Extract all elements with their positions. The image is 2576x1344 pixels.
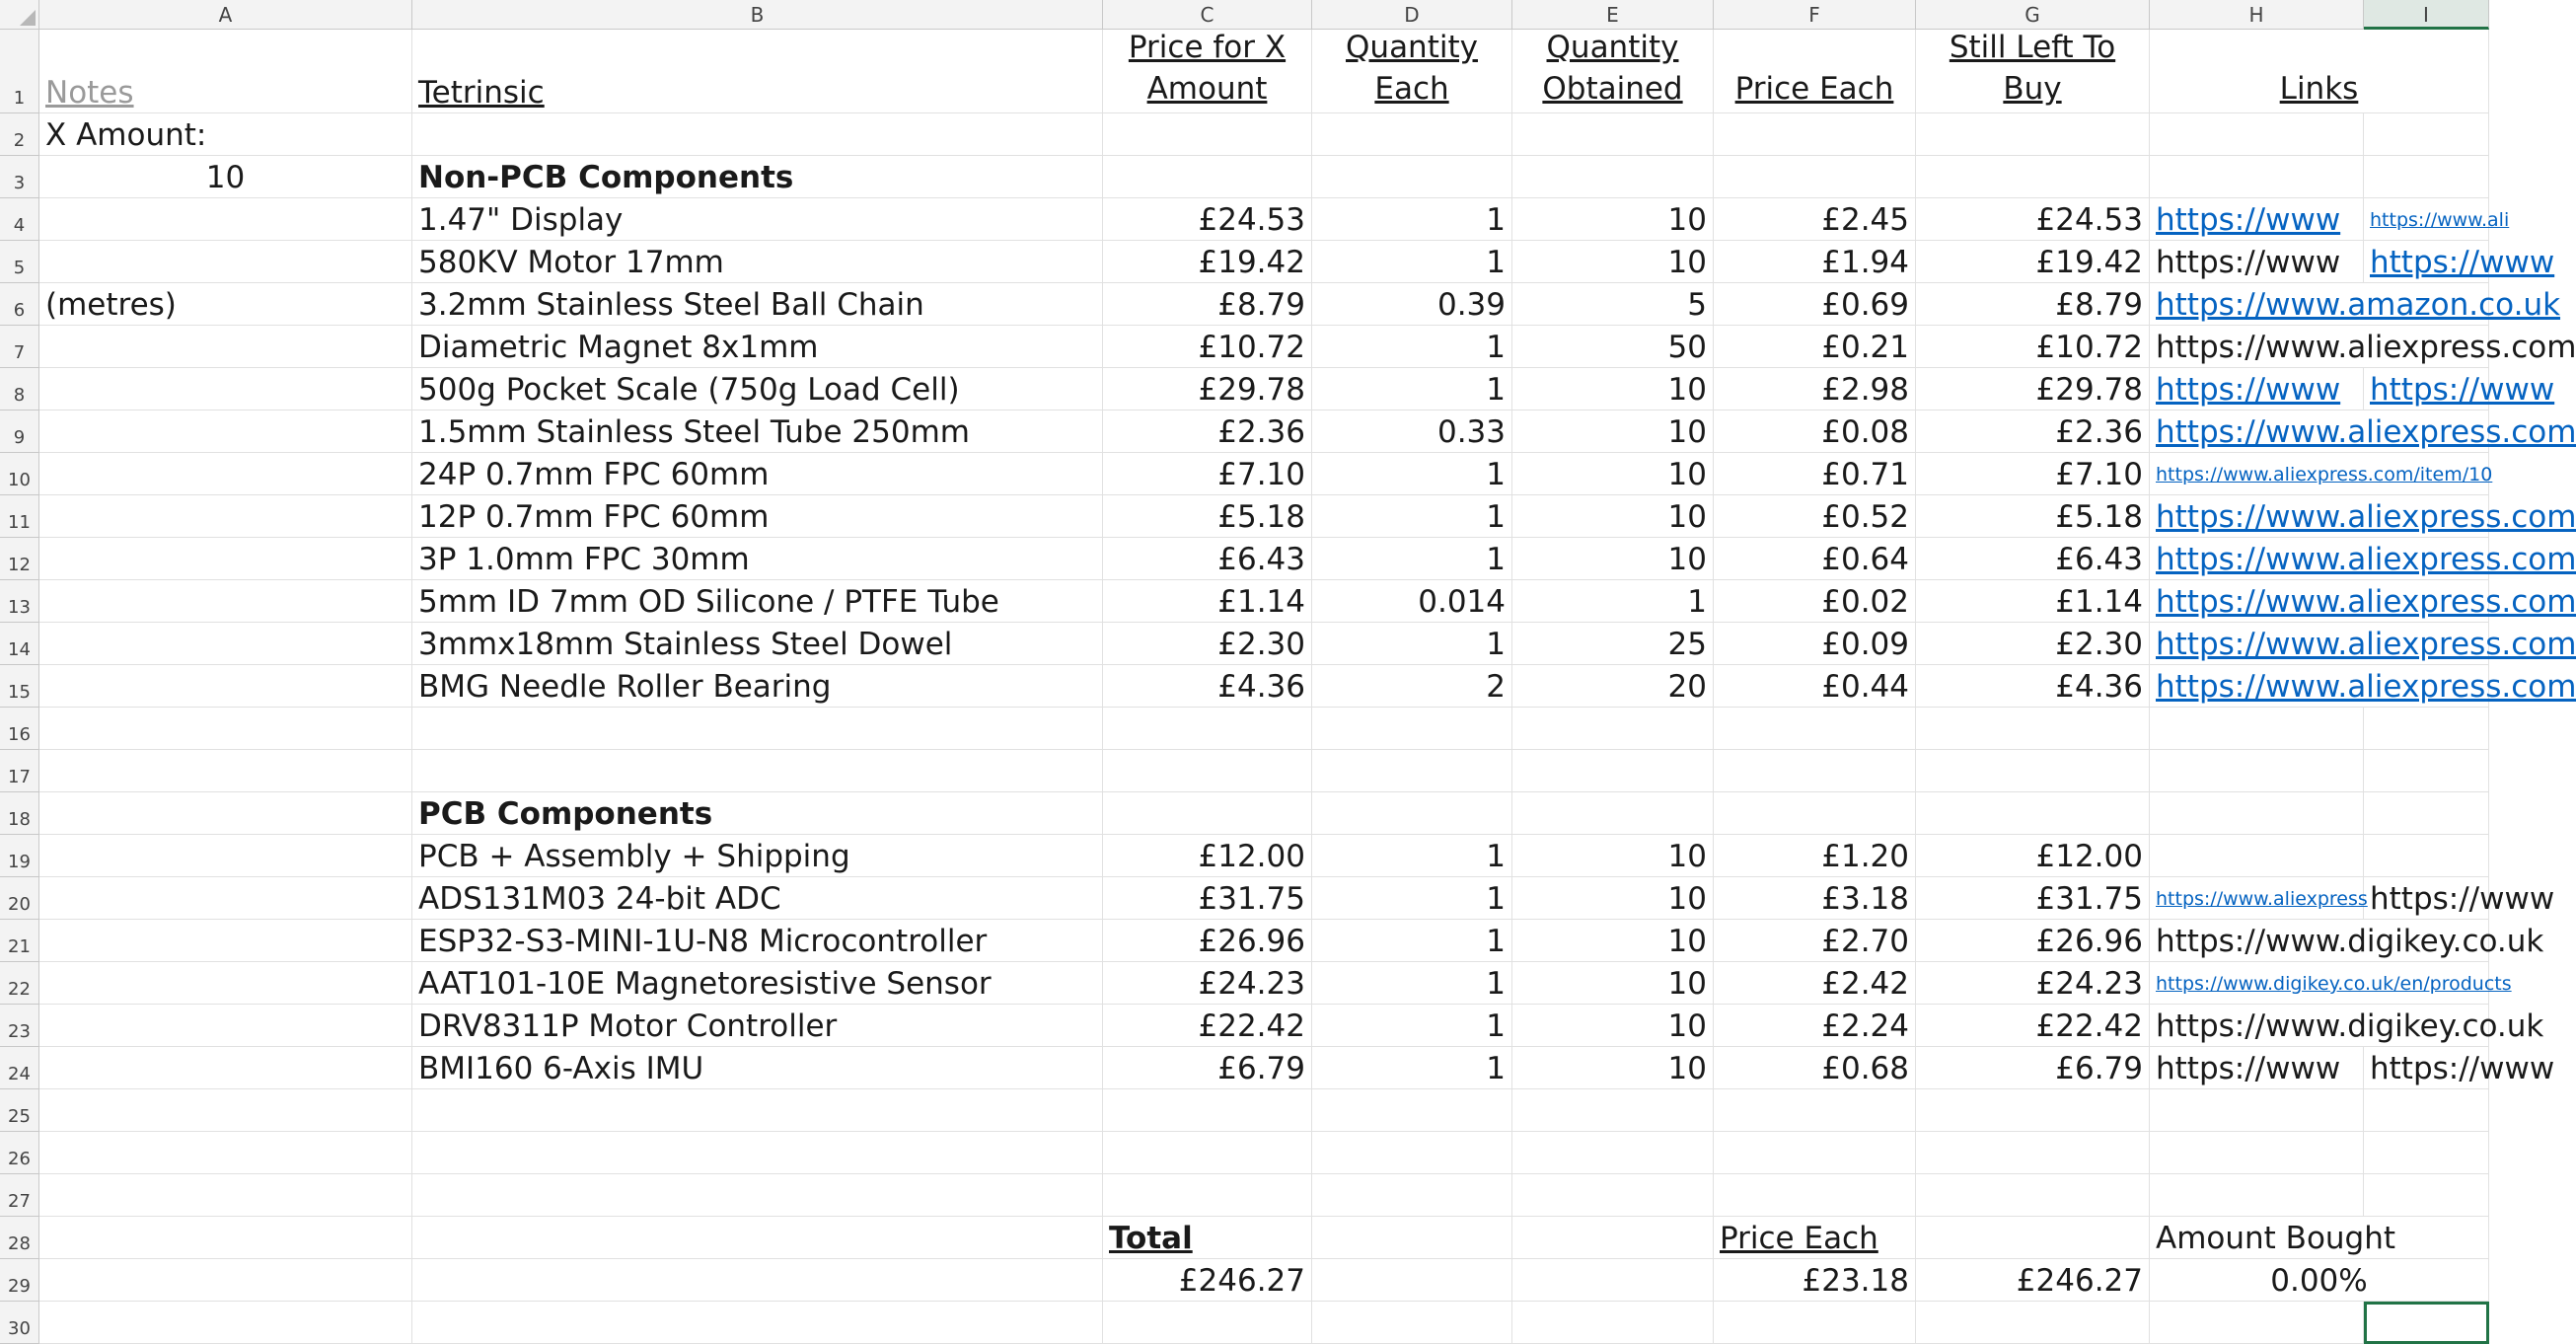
- item-qty-each[interactable]: 1: [1312, 1005, 1512, 1047]
- item-link[interactable]: https://www.amazon.co.uk: [2150, 283, 2489, 326]
- item-name[interactable]: 3mmx18mm Stainless Steel Dowel: [412, 623, 1103, 665]
- cell-a10[interactable]: [39, 453, 412, 495]
- cell-i19[interactable]: [2364, 835, 2489, 877]
- cell-d17[interactable]: [1312, 750, 1512, 792]
- item-qty-obtained[interactable]: 50: [1512, 326, 1714, 368]
- cell-c26[interactable]: [1103, 1132, 1312, 1174]
- item-price[interactable]: £2.36: [1103, 411, 1312, 453]
- item-link[interactable]: https://www: [2150, 241, 2364, 283]
- cell-b27[interactable]: [412, 1174, 1103, 1217]
- item-link[interactable]: https://www.aliexpress.com: [2150, 665, 2489, 708]
- item-price-each[interactable]: £0.68: [1714, 1047, 1916, 1089]
- total-label[interactable]: Total: [1103, 1217, 1312, 1259]
- item-name[interactable]: 580KV Motor 17mm: [412, 241, 1103, 283]
- cell-b2[interactable]: [412, 113, 1103, 156]
- item-qty-each[interactable]: 1: [1312, 198, 1512, 241]
- item-qty-obtained[interactable]: 10: [1512, 877, 1714, 920]
- item-qty-obtained[interactable]: 10: [1512, 241, 1714, 283]
- item-qty-each[interactable]: 0.014: [1312, 580, 1512, 623]
- item-price-each[interactable]: £0.52: [1714, 495, 1916, 538]
- cell-e27[interactable]: [1512, 1174, 1714, 1217]
- cell-c18[interactable]: [1103, 792, 1312, 835]
- item-price-each[interactable]: £0.64: [1714, 538, 1916, 580]
- item-link-extra[interactable]: https://www.ali: [2364, 198, 2489, 241]
- item-name[interactable]: 3.2mm Stainless Steel Ball Chain: [412, 283, 1103, 326]
- cell-d27[interactable]: [1312, 1174, 1512, 1217]
- header-still-left[interactable]: Still Left To Buy: [1916, 30, 2150, 113]
- cell-g16[interactable]: [1916, 708, 2150, 750]
- item-still-left[interactable]: £12.00: [1916, 835, 2150, 877]
- cell-a28[interactable]: [39, 1217, 412, 1259]
- item-name[interactable]: 3P 1.0mm FPC 30mm: [412, 538, 1103, 580]
- header-price-for-x[interactable]: Price for X Amount: [1103, 30, 1312, 113]
- item-qty-obtained[interactable]: 20: [1512, 665, 1714, 708]
- cell-d2[interactable]: [1312, 113, 1512, 156]
- item-still-left[interactable]: £24.23: [1916, 962, 2150, 1005]
- amount-bought-value[interactable]: 0.00%: [2150, 1259, 2489, 1302]
- item-link[interactable]: https://www.digikey.co.uk: [2150, 1005, 2489, 1047]
- item-still-left[interactable]: £29.78: [1916, 368, 2150, 411]
- item-price-each[interactable]: £1.20: [1714, 835, 1916, 877]
- header-quantity-each[interactable]: Quantity Each: [1312, 30, 1512, 113]
- cell-a16[interactable]: [39, 708, 412, 750]
- cell-h18[interactable]: [2150, 792, 2364, 835]
- item-link-extra[interactable]: https://www: [2364, 877, 2489, 920]
- cell-f3[interactable]: [1714, 156, 1916, 198]
- item-price[interactable]: £1.14: [1103, 580, 1312, 623]
- cell-g25[interactable]: [1916, 1089, 2150, 1132]
- item-price[interactable]: £8.79: [1103, 283, 1312, 326]
- cell-a9[interactable]: [39, 411, 412, 453]
- row-header-28[interactable]: 28: [0, 1217, 39, 1259]
- item-qty-each[interactable]: 1: [1312, 920, 1512, 962]
- row-header-15[interactable]: 15: [0, 665, 39, 708]
- cell-e16[interactable]: [1512, 708, 1714, 750]
- row-header-27[interactable]: 27: [0, 1174, 39, 1217]
- cell-a15[interactable]: [39, 665, 412, 708]
- item-qty-each[interactable]: 2: [1312, 665, 1512, 708]
- cell-i16[interactable]: [2364, 708, 2489, 750]
- column-header-f[interactable]: F: [1714, 0, 1916, 30]
- row-header-1[interactable]: 1: [0, 30, 39, 113]
- cell-i2[interactable]: [2364, 113, 2489, 156]
- item-qty-obtained[interactable]: 10: [1512, 538, 1714, 580]
- item-qty-obtained[interactable]: 10: [1512, 198, 1714, 241]
- cell-h26[interactable]: [2150, 1132, 2364, 1174]
- item-name[interactable]: AAT101-10E Magnetoresistive Sensor: [412, 962, 1103, 1005]
- item-still-left[interactable]: £6.79: [1916, 1047, 2150, 1089]
- item-link[interactable]: https://www.aliexpress.com/item/10: [2150, 453, 2489, 495]
- item-price[interactable]: £4.36: [1103, 665, 1312, 708]
- cell-h19[interactable]: [2150, 835, 2364, 877]
- item-price[interactable]: £10.72: [1103, 326, 1312, 368]
- select-all-corner[interactable]: [0, 0, 39, 30]
- row-header-16[interactable]: 16: [0, 708, 39, 750]
- item-price[interactable]: £6.79: [1103, 1047, 1312, 1089]
- cell-i3[interactable]: [2364, 156, 2489, 198]
- item-qty-obtained[interactable]: 10: [1512, 368, 1714, 411]
- item-qty-obtained[interactable]: 10: [1512, 1047, 1714, 1089]
- item-still-left[interactable]: £5.18: [1916, 495, 2150, 538]
- cell-h17[interactable]: [2150, 750, 2364, 792]
- item-qty-each[interactable]: 1: [1312, 835, 1512, 877]
- item-qty-each[interactable]: 1: [1312, 623, 1512, 665]
- total-value[interactable]: £246.27: [1103, 1259, 1312, 1302]
- item-link[interactable]: https://www: [2150, 368, 2364, 411]
- section-pcb[interactable]: PCB Components: [412, 792, 1103, 835]
- cell-a12[interactable]: [39, 538, 412, 580]
- row-header-13[interactable]: 13: [0, 580, 39, 623]
- row-header-19[interactable]: 19: [0, 835, 39, 877]
- item-qty-each[interactable]: 0.39: [1312, 283, 1512, 326]
- cell-f16[interactable]: [1714, 708, 1916, 750]
- item-name[interactable]: 12P 0.7mm FPC 60mm: [412, 495, 1103, 538]
- item-still-left[interactable]: £2.36: [1916, 411, 2150, 453]
- cell-f2[interactable]: [1714, 113, 1916, 156]
- item-price[interactable]: £24.23: [1103, 962, 1312, 1005]
- cell-a20[interactable]: [39, 877, 412, 920]
- cell-b17[interactable]: [412, 750, 1103, 792]
- cell-g17[interactable]: [1916, 750, 2150, 792]
- row-header-2[interactable]: 2: [0, 113, 39, 156]
- cell-a24[interactable]: [39, 1047, 412, 1089]
- cell-e3[interactable]: [1512, 156, 1714, 198]
- item-qty-each[interactable]: 1: [1312, 368, 1512, 411]
- item-price[interactable]: £19.42: [1103, 241, 1312, 283]
- cell-f25[interactable]: [1714, 1089, 1916, 1132]
- x-amount-label[interactable]: X Amount:: [39, 113, 412, 156]
- cell-c27[interactable]: [1103, 1174, 1312, 1217]
- row-header-24[interactable]: 24: [0, 1047, 39, 1089]
- cell-a29[interactable]: [39, 1259, 412, 1302]
- item-link[interactable]: https://www.digikey.co.uk: [2150, 920, 2489, 962]
- column-header-a[interactable]: A: [39, 0, 412, 30]
- item-name[interactable]: 5mm ID 7mm OD Silicone / PTFE Tube: [412, 580, 1103, 623]
- item-price[interactable]: £6.43: [1103, 538, 1312, 580]
- column-header-h[interactable]: H: [2150, 0, 2364, 30]
- cell-d3[interactable]: [1312, 156, 1512, 198]
- cell-g2[interactable]: [1916, 113, 2150, 156]
- item-price[interactable]: £24.53: [1103, 198, 1312, 241]
- cell-g30[interactable]: [1916, 1302, 2150, 1344]
- cell-h27[interactable]: [2150, 1174, 2364, 1217]
- total-price-each-value[interactable]: £23.18: [1714, 1259, 1916, 1302]
- cell-f30[interactable]: [1714, 1302, 1916, 1344]
- row-header-9[interactable]: 9: [0, 411, 39, 453]
- cell-g27[interactable]: [1916, 1174, 2150, 1217]
- cell-a22[interactable]: [39, 962, 412, 1005]
- item-price-each[interactable]: £1.94: [1714, 241, 1916, 283]
- cell-b30[interactable]: [412, 1302, 1103, 1344]
- cell-a11[interactable]: [39, 495, 412, 538]
- cell-e2[interactable]: [1512, 113, 1714, 156]
- cell-h3[interactable]: [2150, 156, 2364, 198]
- cell-d28[interactable]: [1312, 1217, 1512, 1259]
- item-still-left[interactable]: £22.42: [1916, 1005, 2150, 1047]
- item-name[interactable]: 1.5mm Stainless Steel Tube 250mm: [412, 411, 1103, 453]
- column-header-e[interactable]: E: [1512, 0, 1714, 30]
- item-name[interactable]: DRV8311P Motor Controller: [412, 1005, 1103, 1047]
- item-still-left[interactable]: £2.30: [1916, 623, 2150, 665]
- row-header-29[interactable]: 29: [0, 1259, 39, 1302]
- cell-d29[interactable]: [1312, 1259, 1512, 1302]
- cell-a27[interactable]: [39, 1174, 412, 1217]
- item-name[interactable]: 24P 0.7mm FPC 60mm: [412, 453, 1103, 495]
- item-qty-each[interactable]: 1: [1312, 538, 1512, 580]
- cell-f26[interactable]: [1714, 1132, 1916, 1174]
- cell-a18[interactable]: [39, 792, 412, 835]
- item-still-left[interactable]: £31.75: [1916, 877, 2150, 920]
- item-price[interactable]: £7.10: [1103, 453, 1312, 495]
- item-name[interactable]: BMG Needle Roller Bearing: [412, 665, 1103, 708]
- notes-header[interactable]: Notes: [39, 30, 412, 113]
- cell-a26[interactable]: [39, 1132, 412, 1174]
- item-link[interactable]: https://www.aliexpress.com: [2150, 538, 2489, 580]
- row-header-3[interactable]: 3: [0, 156, 39, 198]
- cell-h16[interactable]: [2150, 708, 2364, 750]
- cell-g3[interactable]: [1916, 156, 2150, 198]
- item-price-each[interactable]: £0.71: [1714, 453, 1916, 495]
- row-header-17[interactable]: 17: [0, 750, 39, 792]
- cell-a17[interactable]: [39, 750, 412, 792]
- metres-note[interactable]: (metres): [39, 283, 412, 326]
- item-still-left[interactable]: £6.43: [1916, 538, 2150, 580]
- cell-a25[interactable]: [39, 1089, 412, 1132]
- cell-e30[interactable]: [1512, 1302, 1714, 1344]
- cell-g26[interactable]: [1916, 1132, 2150, 1174]
- item-price[interactable]: £5.18: [1103, 495, 1312, 538]
- item-link-extra[interactable]: https://www: [2364, 1047, 2489, 1089]
- item-price-each[interactable]: £0.02: [1714, 580, 1916, 623]
- cell-i26[interactable]: [2364, 1132, 2489, 1174]
- column-header-c[interactable]: C: [1103, 0, 1312, 30]
- header-quantity-obtained[interactable]: Quantity Obtained: [1512, 30, 1714, 113]
- item-price[interactable]: £12.00: [1103, 835, 1312, 877]
- cell-a7[interactable]: [39, 326, 412, 368]
- row-header-5[interactable]: 5: [0, 241, 39, 283]
- cell-a8[interactable]: [39, 368, 412, 411]
- item-price-each[interactable]: £2.98: [1714, 368, 1916, 411]
- item-qty-obtained[interactable]: 25: [1512, 623, 1714, 665]
- item-name[interactable]: ADS131M03 24-bit ADC: [412, 877, 1103, 920]
- row-header-25[interactable]: 25: [0, 1089, 39, 1132]
- item-price-each[interactable]: £0.44: [1714, 665, 1916, 708]
- row-header-11[interactable]: 11: [0, 495, 39, 538]
- header-links[interactable]: Links: [2150, 30, 2489, 113]
- cell-a5[interactable]: [39, 241, 412, 283]
- item-qty-obtained[interactable]: 10: [1512, 962, 1714, 1005]
- cell-e26[interactable]: [1512, 1132, 1714, 1174]
- cell-a23[interactable]: [39, 1005, 412, 1047]
- item-price-each[interactable]: £0.08: [1714, 411, 1916, 453]
- row-header-21[interactable]: 21: [0, 920, 39, 962]
- row-header-30[interactable]: 30: [0, 1302, 39, 1344]
- amount-bought-label[interactable]: Amount Bought: [2150, 1217, 2489, 1259]
- cell-c2[interactable]: [1103, 113, 1312, 156]
- item-price[interactable]: £22.42: [1103, 1005, 1312, 1047]
- x-amount-value[interactable]: 10: [39, 156, 412, 198]
- item-qty-each[interactable]: 1: [1312, 241, 1512, 283]
- cell-f18[interactable]: [1714, 792, 1916, 835]
- cell-d18[interactable]: [1312, 792, 1512, 835]
- row-header-18[interactable]: 18: [0, 792, 39, 835]
- column-header-d[interactable]: D: [1312, 0, 1512, 30]
- cell-e29[interactable]: [1512, 1259, 1714, 1302]
- cell-c17[interactable]: [1103, 750, 1312, 792]
- item-link[interactable]: https://www.aliexpress.com: [2150, 495, 2489, 538]
- cell-c25[interactable]: [1103, 1089, 1312, 1132]
- item-qty-obtained[interactable]: 10: [1512, 495, 1714, 538]
- item-price[interactable]: £26.96: [1103, 920, 1312, 962]
- cell-d25[interactable]: [1312, 1089, 1512, 1132]
- item-price-each[interactable]: £3.18: [1714, 877, 1916, 920]
- cell-a21[interactable]: [39, 920, 412, 962]
- item-link[interactable]: https://www: [2150, 1047, 2364, 1089]
- total-left-value[interactable]: £246.27: [1916, 1259, 2150, 1302]
- cell-i17[interactable]: [2364, 750, 2489, 792]
- cell-i25[interactable]: [2364, 1089, 2489, 1132]
- total-price-each-label[interactable]: Price Each: [1714, 1217, 1916, 1259]
- item-still-left[interactable]: £1.14: [1916, 580, 2150, 623]
- item-name[interactable]: BMI160 6-Axis IMU: [412, 1047, 1103, 1089]
- row-header-7[interactable]: 7: [0, 326, 39, 368]
- cell-i27[interactable]: [2364, 1174, 2489, 1217]
- item-link[interactable]: https://www.aliexpress.com: [2150, 580, 2489, 623]
- cell-c3[interactable]: [1103, 156, 1312, 198]
- cell-c30[interactable]: [1103, 1302, 1312, 1344]
- column-header-i[interactable]: I: [2364, 0, 2489, 30]
- cell-b29[interactable]: [412, 1259, 1103, 1302]
- row-header-6[interactable]: 6: [0, 283, 39, 326]
- item-link-extra[interactable]: https://www: [2364, 241, 2489, 283]
- cell-h25[interactable]: [2150, 1089, 2364, 1132]
- cell-h30[interactable]: [2150, 1302, 2364, 1344]
- cell-h2[interactable]: [2150, 113, 2364, 156]
- item-name[interactable]: ESP32-S3-MINI-1U-N8 Microcontroller: [412, 920, 1103, 962]
- row-header-14[interactable]: 14: [0, 623, 39, 665]
- item-qty-each[interactable]: 1: [1312, 1047, 1512, 1089]
- row-header-4[interactable]: 4: [0, 198, 39, 241]
- row-header-8[interactable]: 8: [0, 368, 39, 411]
- item-price[interactable]: £31.75: [1103, 877, 1312, 920]
- cell-d26[interactable]: [1312, 1132, 1512, 1174]
- item-qty-each[interactable]: 1: [1312, 326, 1512, 368]
- item-name[interactable]: Diametric Magnet 8x1mm: [412, 326, 1103, 368]
- cell-a14[interactable]: [39, 623, 412, 665]
- cell-i30[interactable]: [2364, 1302, 2489, 1344]
- cell-f27[interactable]: [1714, 1174, 1916, 1217]
- cell-f17[interactable]: [1714, 750, 1916, 792]
- item-still-left[interactable]: £4.36: [1916, 665, 2150, 708]
- cell-d16[interactable]: [1312, 708, 1512, 750]
- item-still-left[interactable]: £10.72: [1916, 326, 2150, 368]
- item-qty-obtained[interactable]: 10: [1512, 411, 1714, 453]
- item-qty-obtained[interactable]: 10: [1512, 453, 1714, 495]
- cell-a13[interactable]: [39, 580, 412, 623]
- item-link[interactable]: https://www.aliexpress: [2150, 877, 2364, 920]
- item-name[interactable]: 500g Pocket Scale (750g Load Cell): [412, 368, 1103, 411]
- item-link[interactable]: https://www.aliexpress.com: [2150, 623, 2489, 665]
- item-name[interactable]: PCB + Assembly + Shipping: [412, 835, 1103, 877]
- cell-b16[interactable]: [412, 708, 1103, 750]
- column-header-g[interactable]: G: [1916, 0, 2150, 30]
- cell-b25[interactable]: [412, 1089, 1103, 1132]
- cell-a30[interactable]: [39, 1302, 412, 1344]
- cell-g18[interactable]: [1916, 792, 2150, 835]
- item-price[interactable]: £2.30: [1103, 623, 1312, 665]
- item-price-each[interactable]: £2.42: [1714, 962, 1916, 1005]
- cell-e28[interactable]: [1512, 1217, 1714, 1259]
- header-price-each[interactable]: Price Each: [1714, 30, 1916, 113]
- item-still-left[interactable]: £19.42: [1916, 241, 2150, 283]
- item-still-left[interactable]: £24.53: [1916, 198, 2150, 241]
- item-qty-each[interactable]: 1: [1312, 495, 1512, 538]
- cell-g28[interactable]: [1916, 1217, 2150, 1259]
- item-qty-obtained[interactable]: 10: [1512, 835, 1714, 877]
- item-name[interactable]: 1.47" Display: [412, 198, 1103, 241]
- item-qty-obtained[interactable]: 1: [1512, 580, 1714, 623]
- item-price-each[interactable]: £2.70: [1714, 920, 1916, 962]
- item-price-each[interactable]: £0.09: [1714, 623, 1916, 665]
- cell-e25[interactable]: [1512, 1089, 1714, 1132]
- item-link[interactable]: https://www.digikey.co.uk/en/products: [2150, 962, 2489, 1005]
- cell-a4[interactable]: [39, 198, 412, 241]
- item-price[interactable]: £29.78: [1103, 368, 1312, 411]
- item-qty-obtained[interactable]: 5: [1512, 283, 1714, 326]
- section-non-pcb[interactable]: Non-PCB Components: [412, 156, 1103, 198]
- column-header-b[interactable]: B: [412, 0, 1103, 30]
- item-price-each[interactable]: £0.21: [1714, 326, 1916, 368]
- cell-i18[interactable]: [2364, 792, 2489, 835]
- item-qty-obtained[interactable]: 10: [1512, 920, 1714, 962]
- row-header-22[interactable]: 22: [0, 962, 39, 1005]
- cell-a19[interactable]: [39, 835, 412, 877]
- item-qty-each[interactable]: 1: [1312, 877, 1512, 920]
- item-qty-each[interactable]: 0.33: [1312, 411, 1512, 453]
- item-qty-obtained[interactable]: 10: [1512, 1005, 1714, 1047]
- row-header-10[interactable]: 10: [0, 453, 39, 495]
- item-still-left[interactable]: £26.96: [1916, 920, 2150, 962]
- cell-d30[interactable]: [1312, 1302, 1512, 1344]
- cell-c16[interactable]: [1103, 708, 1312, 750]
- item-price-each[interactable]: £2.45: [1714, 198, 1916, 241]
- cell-b26[interactable]: [412, 1132, 1103, 1174]
- item-link[interactable]: https://www.aliexpress.com: [2150, 411, 2489, 453]
- item-price-each[interactable]: £2.24: [1714, 1005, 1916, 1047]
- item-qty-each[interactable]: 1: [1312, 453, 1512, 495]
- row-header-12[interactable]: 12: [0, 538, 39, 580]
- cell-e18[interactable]: [1512, 792, 1714, 835]
- cell-e17[interactable]: [1512, 750, 1714, 792]
- item-qty-each[interactable]: 1: [1312, 962, 1512, 1005]
- item-still-left[interactable]: £7.10: [1916, 453, 2150, 495]
- item-link[interactable]: https://www.aliexpress.com: [2150, 326, 2489, 368]
- row-header-20[interactable]: 20: [0, 877, 39, 920]
- cell-b28[interactable]: [412, 1217, 1103, 1259]
- project-name[interactable]: Tetrinsic: [412, 30, 1103, 113]
- row-header-26[interactable]: 26: [0, 1132, 39, 1174]
- row-header-23[interactable]: 23: [0, 1005, 39, 1047]
- item-price-each[interactable]: £0.69: [1714, 283, 1916, 326]
- item-link[interactable]: https://www: [2150, 198, 2364, 241]
- item-link-extra[interactable]: https://www: [2364, 368, 2489, 411]
- item-still-left[interactable]: £8.79: [1916, 283, 2150, 326]
